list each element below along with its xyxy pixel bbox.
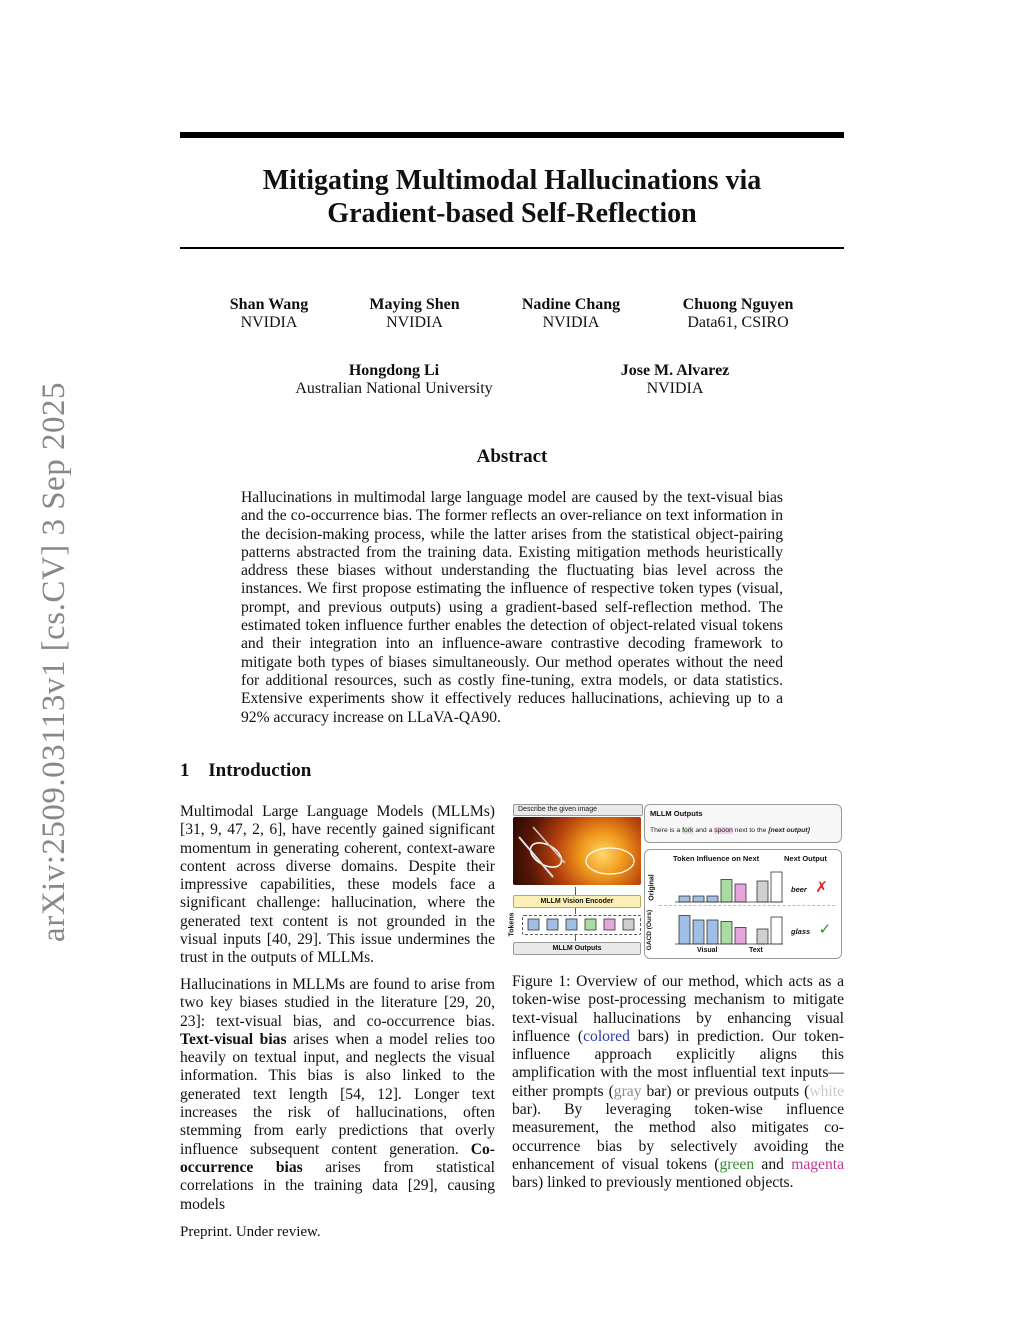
output-text: and a bbox=[693, 827, 715, 834]
output-text: next to the bbox=[732, 827, 769, 834]
section-number: 1 bbox=[180, 760, 190, 781]
section-heading bbox=[180, 760, 311, 782]
image-annotations bbox=[513, 817, 641, 885]
section-title: Introduction bbox=[208, 760, 312, 781]
mllm-outputs-box bbox=[644, 804, 842, 843]
footer-note: Preprint. Under review. bbox=[180, 1224, 321, 1240]
gacd-bar bbox=[693, 920, 704, 944]
output-fork: fork bbox=[682, 827, 694, 834]
figure-1-caption bbox=[512, 973, 844, 1193]
col-influence-label: Token Influence on Next bbox=[673, 854, 760, 863]
influence-bars bbox=[675, 864, 783, 948]
original-bar bbox=[707, 896, 718, 902]
author-affiliation: NVIDIA bbox=[386, 314, 443, 331]
author-block bbox=[352, 296, 477, 332]
caption-text: bar). By leveraging token-wise influence measurement, the method also mitigates co-occurrence bias by selectively avoiding the enhancement of visual tokens ( bbox=[512, 1101, 844, 1173]
paper-title-line1: Mitigating Multimodal Hallucinations via bbox=[262, 165, 762, 196]
row-original-label: Original bbox=[648, 874, 656, 901]
abstract-heading: Abstract bbox=[476, 446, 548, 467]
arrow-down bbox=[575, 887, 576, 895]
mllm-outputs-bottom: MLLM Outputs bbox=[513, 942, 641, 955]
intro-p2-term: Text-visual bias bbox=[180, 1030, 287, 1048]
caption-colored: colored bbox=[583, 1027, 630, 1045]
original-bar bbox=[771, 872, 782, 902]
x-label-text: Text bbox=[749, 947, 763, 954]
original-bar bbox=[693, 896, 704, 902]
author-block bbox=[605, 362, 745, 398]
author-name: Jose M. Alvarez bbox=[620, 362, 730, 379]
caption-white: white bbox=[809, 1082, 844, 1100]
gacd-bar bbox=[707, 920, 718, 944]
intro-paragraph-1: Multimodal Large Language Models (MLLMs) [31, 9, 47, 2, 6], have recently gained significant momentum in generating coherent, context-aware content across diverse domains. Despite their impressive capabilities, these models face a significant challenge: hallucination, where the generated text content is not grounded in the visual inputs [40, 29]. This issue undermines the trust in the outputs of MLLMs. bbox=[180, 803, 495, 967]
paper-title-line2: Gradient-based Self-Reflection bbox=[327, 198, 697, 229]
output-spoon: spoon bbox=[714, 827, 733, 834]
pred-gacd-text: glass bbox=[791, 927, 811, 936]
caption-text: Figure 1: Overview of our method, which acts as a token-wise post-processing mechanism to mitigate text-visual hallucinations by enhancing visual influence ( bbox=[512, 973, 844, 1045]
author-name: Nadine Chang bbox=[521, 296, 621, 313]
caption-gray: gray bbox=[613, 1082, 642, 1100]
input-image bbox=[513, 817, 641, 885]
author-affiliation: NVIDIA bbox=[542, 314, 600, 331]
arxiv-side-stamp: arXiv:2509.03113v1 [cs.CV] 3 Sep 2025 bbox=[36, 382, 72, 942]
title-bottom-rule bbox=[180, 247, 844, 249]
intro-p2-text: Hallucinations in MLLMs are found to arise from two key biases studied in the literature [29, 20, 23]: text-visual bias, and co-occurrence bias. bbox=[180, 976, 495, 1030]
author-name: Shan Wang bbox=[229, 296, 309, 313]
token-row bbox=[522, 915, 641, 935]
author-affiliation: Australian National University bbox=[295, 380, 493, 397]
caption-text: bars) in prediction. Our token-influence approach explicitly aligns this amplification with the most influential text inputs—either prompts ( bbox=[512, 1027, 844, 1100]
figure-1 bbox=[508, 803, 844, 961]
author-block bbox=[505, 296, 637, 332]
intro-p2-term: Co-occurrence bias bbox=[180, 1140, 495, 1176]
outputs-sentence bbox=[650, 827, 810, 834]
prediction-gacd bbox=[791, 920, 831, 939]
gacd-bar bbox=[735, 928, 746, 945]
row-divider bbox=[659, 905, 835, 906]
original-bar bbox=[679, 896, 690, 902]
x-label-visual: Visual bbox=[697, 947, 718, 954]
abstract-body: Hallucinations in multimodal large language model are caused by the text-visual bias and the co-occurrence bias. The former reflects an over-reliance on text information in the decision-making process, while the latter arises from the statistical object-pairing patterns abstracted from the training data. Existing mitigation methods heuristically address these biases without understanding the fluctuating bias level across the instances. We first propose estimating the influence of respective token types (visual, prompt, and previous outputs) using a gradient-based self-reflection method. The estimated token influence further enables the detection of object-related visual tokens and their integration into an influence-aware contrastive decoding framework to mitigate both types of biases simultaneously. Our method operates without the need for additional resources, such as costly fine-tuning, extra models, or data statistics. Extensive experiments show it effectively reduces hallucinations, achieving up to a 92% accuracy increase on LLaVA-QA90. bbox=[241, 489, 783, 726]
author-name: Chuong Nguyen bbox=[682, 296, 794, 313]
output-next: [next output] bbox=[768, 827, 810, 834]
wrong-icon: ✗ bbox=[815, 879, 828, 896]
author-name: Hongdong Li bbox=[348, 362, 440, 379]
col-next-label: Next Output bbox=[784, 854, 827, 863]
intro-paragraph-2 bbox=[180, 976, 495, 1214]
title-top-rule bbox=[180, 132, 844, 138]
arrow-down bbox=[575, 935, 576, 941]
outputs-title: MLLM Outputs bbox=[650, 809, 703, 818]
right-icon: ✓ bbox=[818, 921, 832, 938]
gacd-bar bbox=[721, 922, 732, 945]
tokens-label: Tokens bbox=[508, 912, 516, 937]
author-block bbox=[284, 362, 504, 398]
author-affiliation: NVIDIA bbox=[240, 314, 298, 331]
intro-p2-text: arises from statistical correlations in the training data [29], causing models bbox=[180, 1158, 495, 1213]
output-text: There is a bbox=[650, 827, 683, 834]
author-block bbox=[209, 296, 329, 332]
author-block bbox=[668, 296, 808, 332]
gacd-bar bbox=[679, 916, 690, 945]
intro-p2-text: arises when a model relies too heavily on textual input, and neglects the visual information. This bias is also linked to the generated text length [54, 12]. Longer text increases the risk of hallucinations, often stemming from early predictions that overly influence subsequent content generation. bbox=[180, 1030, 496, 1158]
caption-text: and bbox=[754, 1155, 792, 1173]
caption-magenta: magenta bbox=[791, 1155, 845, 1173]
author-name: Maying Shen bbox=[369, 296, 460, 313]
token-squares bbox=[523, 916, 640, 934]
caption-text: bar) or previous outputs ( bbox=[641, 1082, 810, 1100]
author-affiliation: NVIDIA bbox=[646, 380, 704, 397]
vision-encoder-box: MLLM Vision Encoder bbox=[513, 895, 641, 908]
prediction-original bbox=[791, 878, 828, 897]
arrow-down bbox=[575, 908, 576, 914]
original-bar bbox=[757, 881, 768, 902]
original-bar bbox=[721, 880, 732, 903]
caption-green: green bbox=[719, 1155, 755, 1173]
row-gacd-label: GACD (Ours) bbox=[646, 909, 653, 951]
gacd-bar bbox=[757, 929, 768, 944]
author-affiliation: Data61, CSIRO bbox=[687, 314, 789, 331]
original-bar bbox=[735, 884, 746, 902]
gacd-bar bbox=[771, 917, 782, 944]
caption-text: bars) linked to previously mentioned objects. bbox=[512, 1174, 794, 1192]
pred-original-text: beer bbox=[791, 885, 807, 894]
influence-panel bbox=[644, 849, 842, 959]
prompt-box: Describe the given image bbox=[513, 804, 643, 816]
